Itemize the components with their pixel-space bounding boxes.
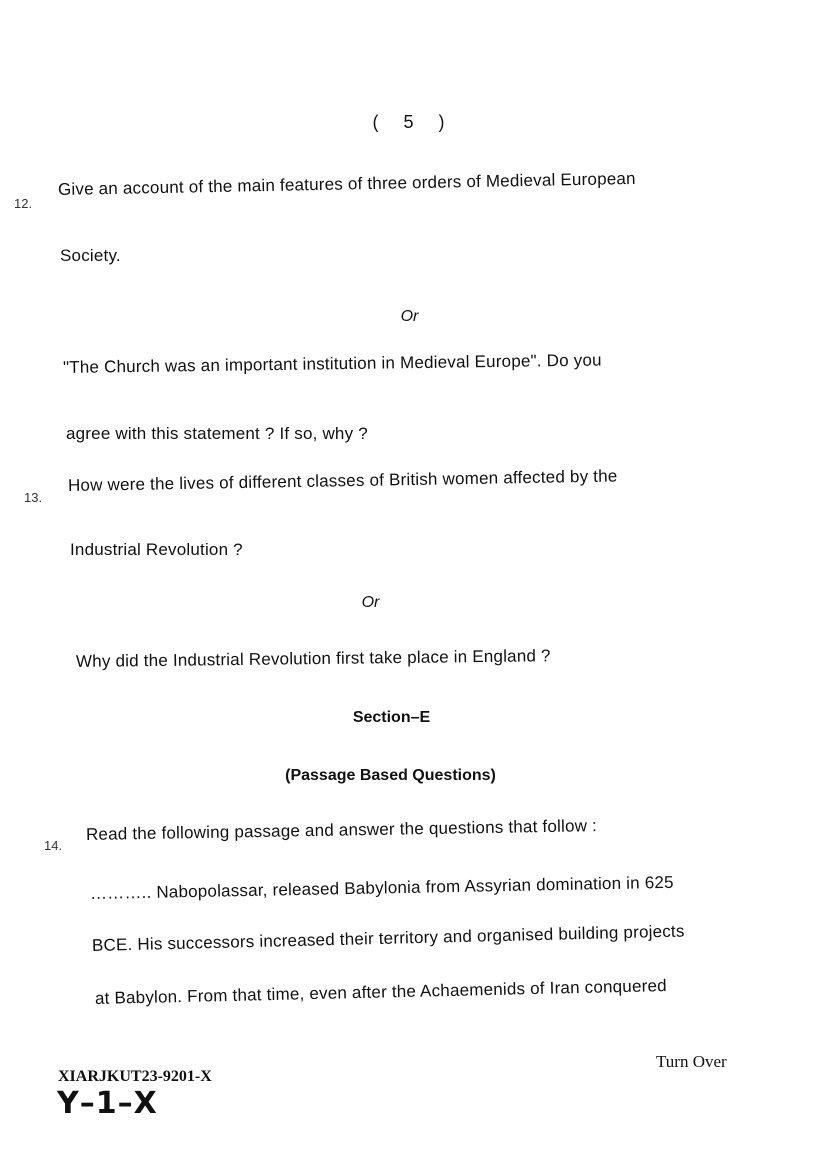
question-12-alt-line-2: agree with this statement ? If so, why ?: [66, 424, 368, 443]
passage-line-3: at Babylon. From that time, even after the Achaemenids of Iran conquered: [94, 976, 668, 1008]
question-14-number: 14.: [44, 838, 63, 853]
question-12-or: Or: [400, 308, 419, 325]
passage-line-2: BCE. His successors increased their territory and organised building projects: [91, 921, 685, 955]
question-13-line-1: How were the lives of different classes of British women affected by the: [67, 466, 618, 495]
question-12-number: 12.: [14, 196, 33, 211]
paper-set: Y–1–X: [57, 1086, 158, 1121]
turn-over-label: Turn Over: [656, 1052, 727, 1071]
question-13-alt-line-1: Why did the Industrial Revolution first take place in England ?: [75, 646, 551, 671]
question-12-alt-line-1: "The Church was an important institution in Medieval Europe". Do you: [62, 350, 602, 377]
page-number: ( 5 ): [372, 112, 455, 132]
paper-code: XIARJKUT23-9201-X: [58, 1068, 212, 1085]
question-12-line-2: Society.: [60, 246, 121, 265]
question-13-line-2: Industrial Revolution ?: [70, 540, 243, 559]
passage-line-1: ……….. Nabopolassar, released Babylonia from Assyrian domination in 625: [89, 872, 674, 903]
question-13-number: 13.: [24, 490, 43, 505]
question-12-line-1: Give an account of the main features of three orders of Medieval European: [57, 168, 636, 199]
question-13-or: Or: [361, 594, 380, 611]
section-e-subtitle: (Passage Based Questions): [285, 767, 496, 784]
section-e-title: Section–E: [352, 709, 431, 726]
question-14-line-1: Read the following passage and answer the questions that follow :: [85, 816, 598, 844]
